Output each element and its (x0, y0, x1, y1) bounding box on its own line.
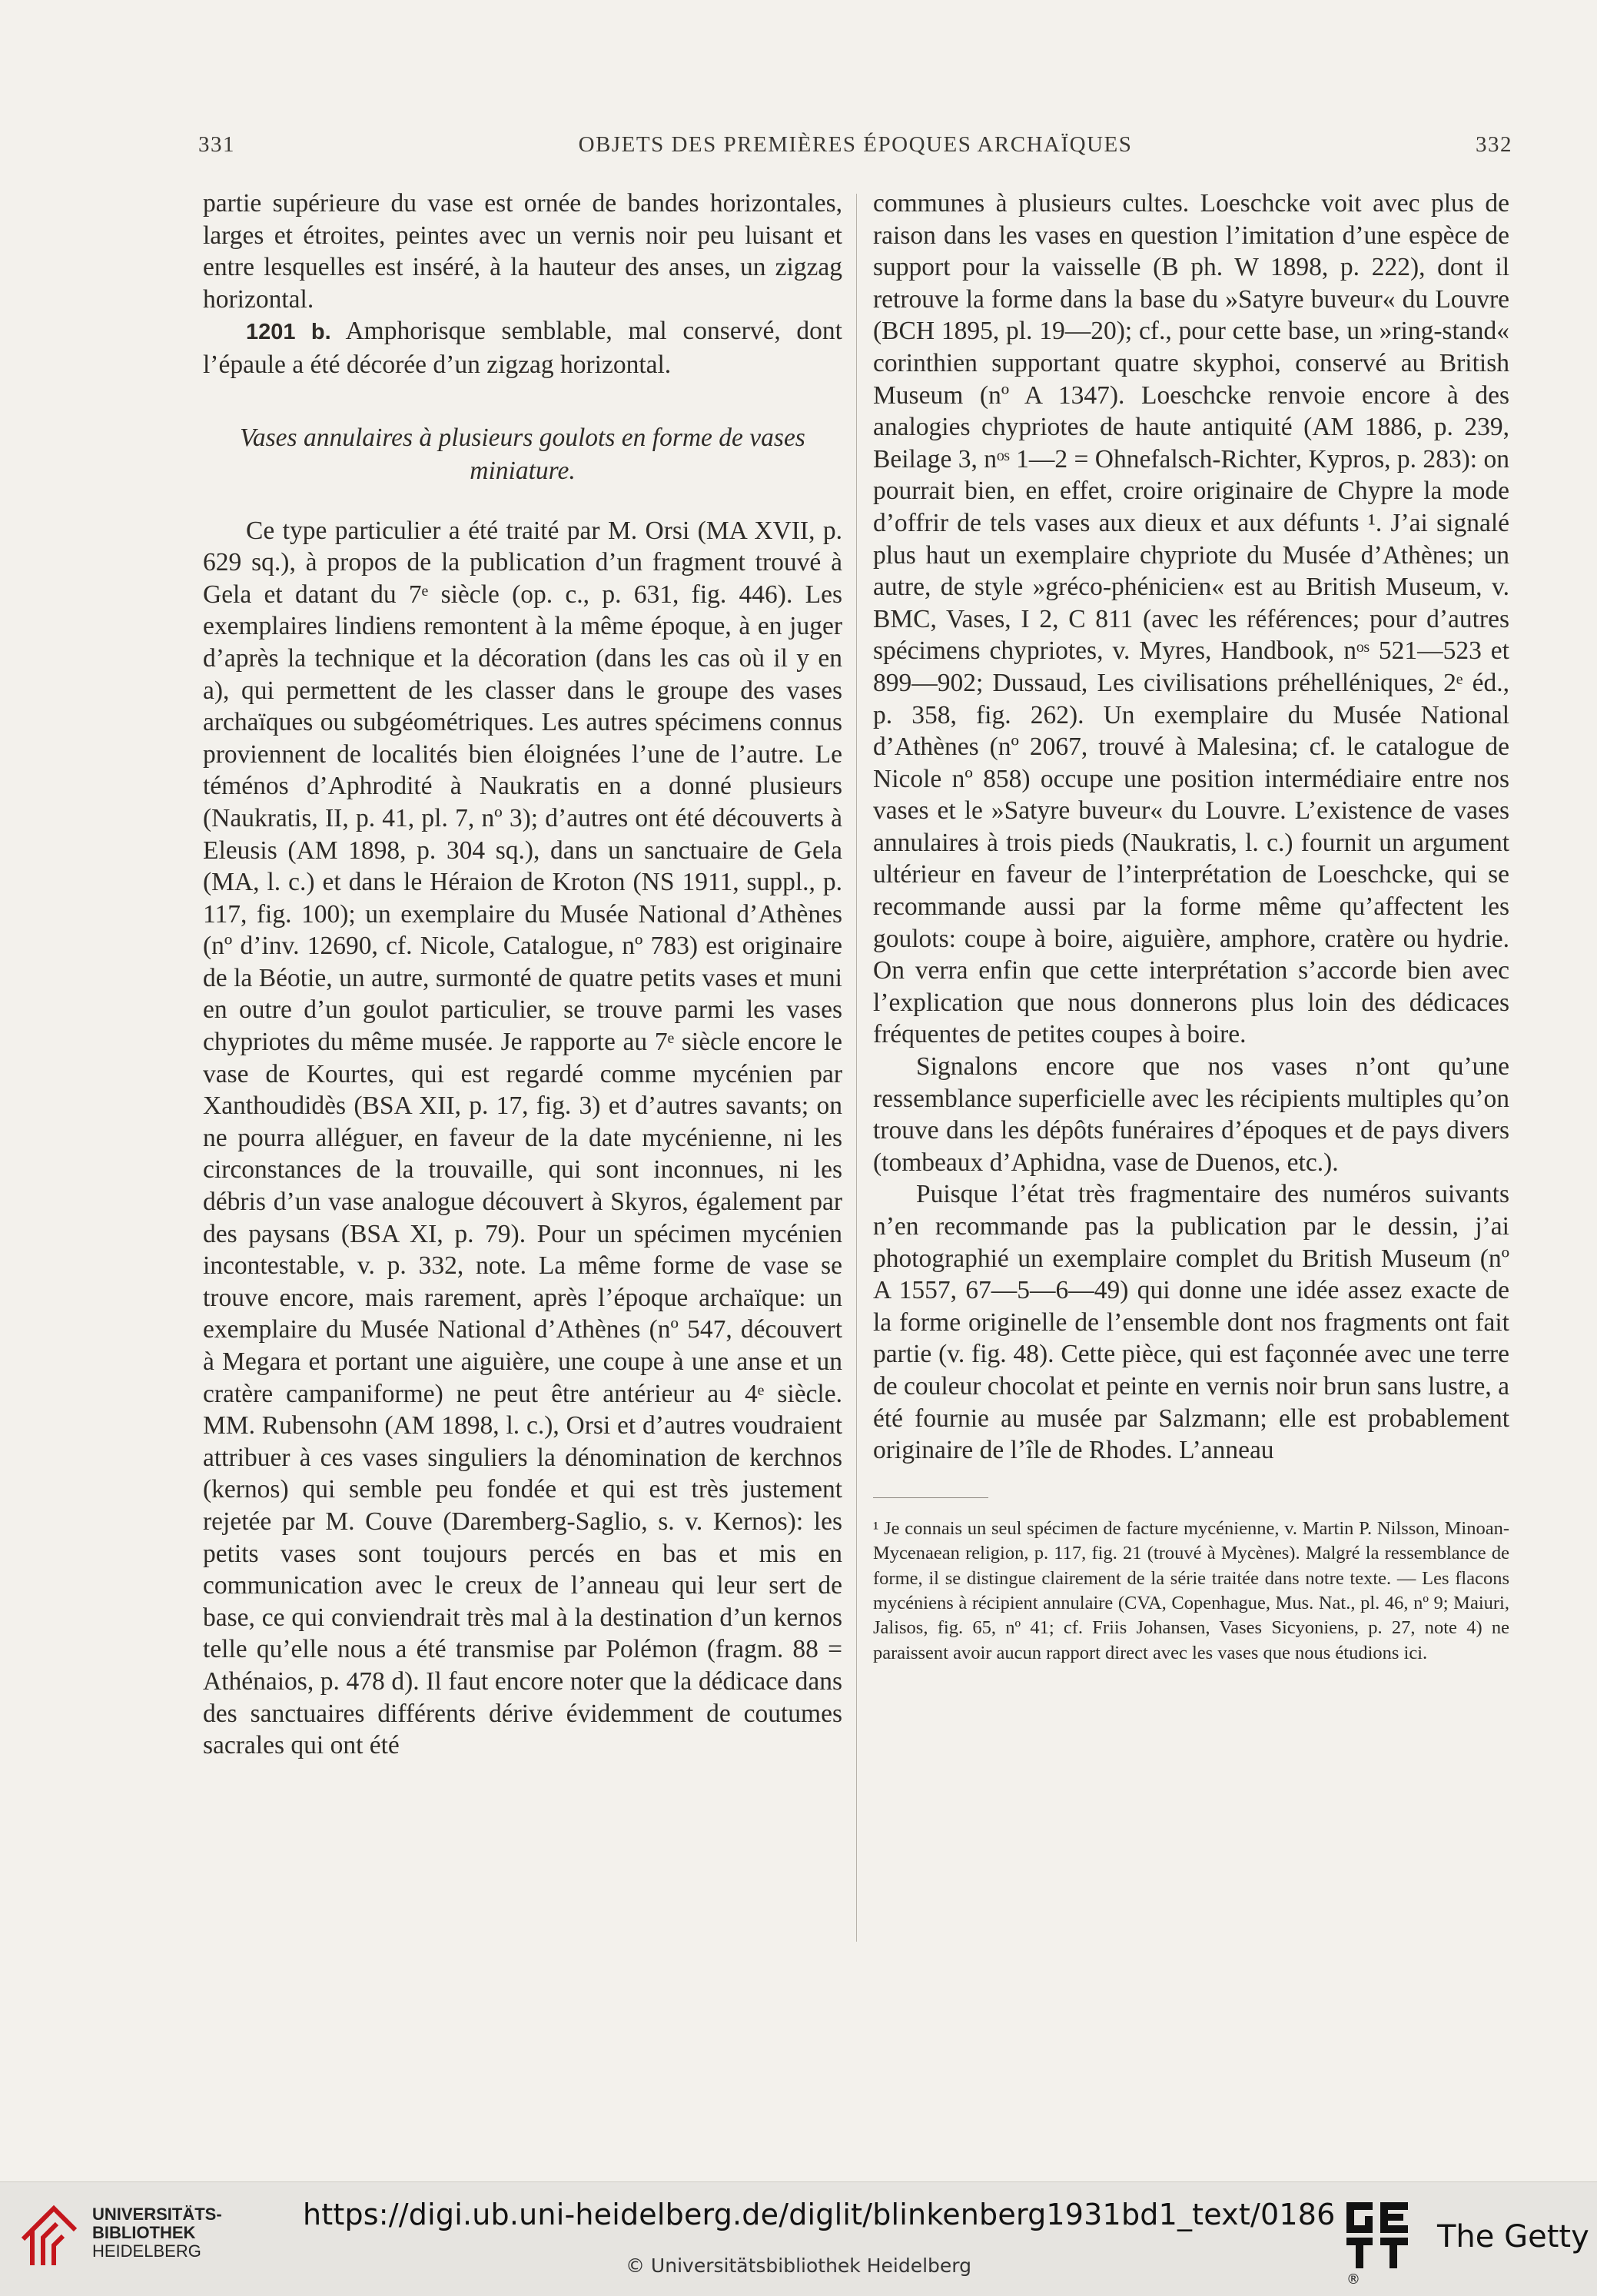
paragraph-vase-decoration: partie supérieure du vase est ornée de bandes horizontales, larges et étroites, peintes avec un vernis noir peu luisant et entre lesquelles est inséré, à la hauteur des anses, un zigzag horizontal. (203, 189, 842, 314)
paragraph-puisque: Puisque l’état très fragmentaire des numéros suivants n’en recommande pas la publication par le dessin, j’ai photographié un exemplaire complet du British Museum (nº A 1557, 67—5—6—49) qui donne une idée assez exacte de la forme originelle de l’ensemble dont nos fragments ont fait partie (v. fig. 48). Cette pièce, qui est façonnée avec une terre de couleur chocolat et peinte en vernis noir brun sans lustre, a été fournie au musée par Salzmann; elle est probablement originaire de l’île de Rhodes. L’anneau (873, 1180, 1509, 1465)
running-title: OBJETS DES PREMIÈRES ÉPOQUES ARCHAÏQUES (578, 132, 1133, 157)
column-divider (856, 194, 857, 1942)
entry-1201b (203, 315, 842, 380)
page-number-left: 331 (198, 132, 235, 157)
getty-logo-icon (1346, 2202, 1408, 2268)
uni-name-line-1: UNIVERSITÄTS- (92, 2205, 222, 2224)
paragraph-vases-annulaires: Ce type particulier a été traité par M. Orsi (MA XVII, p. 629 sq.), à propos de la publication d’un fragment trouvé à Gela et datant du 7ᵉ siècle (op. c., p. 631, fig. 446). Les exemplaires lindiens remontent à la même époque, à en juger d’après la technique et la décoration (dans les cas où il y en a), qui permettent de les classer dans le groupe des vases archaïques ou subgéométriques. Les autres spécimens connus proviennent de localités bien éloignées l’une de l’autre. Le téménos d’Aphrodité à Naukratis en a donné plusieurs (Naukratis, II, p. 41, pl. 7, nº 3); d’autres ont été découverts à Eleusis (AM 1898, p. 304 sq.), dans un sanctuaire de Gela (MA, l. c.) et dans le Héraion de Kroton (NS 1911, suppl., p. 117, fig. 100); un exemplaire du Musée National d’Athènes (nº d’inv. 12690, cf. Nicole, Catalogue, nº 783) est originaire de la Béotie, un autre, surmonté de quatre petits vases et muni en outre d’un goulot particulier, se trouve parmi les vases chypriotes du même musée. Je rapporte au 7ᵉ siècle encore le vase de Kourtes, qui est regardé comme mycénien par Xanthoudidès (BSA XII, p. 17, fig. 3) et d’autres savants; on ne pourra alléguer, en faveur de la date mycénienne, ni les circonstances de la trouvaille, qui sont inconnues, ni les débris d’un vase analogue découvert à Skyros, également par des paysans (BSA XI, p. 79). Pour un spécimen mycénien incontestable, v. p. 332, note. La même forme de vase se trouve encore, mais rarement, après l’époque archaïque: un exemplaire du Musée National d’Athènes (nº 547, découvert à Megara et portant une aiguière, une coupe à une anse et un cratère campaniforme) ne peut être antérieur au 4ᵉ siècle. MM. Rubensohn (AM 1898, l. c.), Orsi et d’autres voudraient attribuer à ces vases singuliers la dénomination de kerchnos (kernos) qui semble peu fondée et qui est très justement rejetée par M. Couve (Daremberg-Saglio, s. v. Kernos): les petits vases sont toujours percés en bas et mis en communication avec le creux de l’anneau qui leur sert de base, ce qui conviendrait très mal à la destination d’un kernos telle qu’elle nous a été transmise par Polémon (fragm. 88 = Athénaios, p. 478 d). Il faut encore noter que la dédicace dans des sanctuaires différents dérive évidemment de coutumes sacrales qui ont été (203, 516, 842, 1760)
entry-text: Amphorisque semblable, mal conservé, dont l’épaule a été décorée d’un zigzag horizontal. (203, 317, 842, 379)
section-heading: Vases annulaires à plusieurs goulots en forme de vases miniature. (240, 423, 805, 485)
uni-name-line-2: BIBLIOTHEK (92, 2223, 196, 2242)
permalink-url[interactable]: https://digi.ub.uni-heidelberg.de/diglit/blinkenberg1931bd1_text/0186 (303, 2198, 1336, 2231)
page-number-right: 332 (1476, 132, 1512, 157)
university-library-name (92, 2205, 222, 2261)
footnote: ¹ Je connais un seul spécimen de facture mycénienne, v. Martin P. Nilsson, Minoan-Mycenaean religion, p. 117, fig. 21 (trouvé à Mycènes). Malgré la ressemblance de forme, il se distingue clairement de la série traitée dans notre texte. — Les flacons mycéniens à récipient annulaire (CVA, Copenhague, Mus. Nat., pl. 46, nº 9; Maiuri, Jalisos, fig. 65, nº 41; cf. Friis Johansen, Vases Sicyoniens, p. 27, note 4) ne paraissent avoir aucun rapport direct avec les vases que nous étudions ici. (873, 1517, 1509, 1663)
uni-name-line-3: HEIDELBERG (92, 2241, 201, 2261)
copyright-notice: © Universitätsbibliothek Heidelberg (625, 2254, 971, 2277)
viewer-footer-bar (0, 2181, 1597, 2296)
registered-mark: ® (1346, 2271, 1360, 2288)
footnote-rule (873, 1497, 988, 1498)
entry-number: 1201 b. (246, 320, 331, 345)
right-column (873, 188, 1509, 1666)
paragraph-loeschcke: communes à plusieurs cultes. Loeschcke voit avec plus de raison dans les vases en question l’imitation d’une espèce de support pour la vaisselle (B ph. W 1898, p. 222), dont il retrouve la forme dans la base du »Satyre buveur« du Louvre (BCH 1895, pl. 19—20); cf., pour cette base, un »ring-stand« corinthien supportant quatre skyphoi, conservé au British Museum (nº A 1347). Loeschcke renvoie encore à des analogies chypriotes de haute antiquité (AM 1886, p. 239, Beilage 3, nᵒˢ 1—2 = Ohnefalsch-Richter, Kypros, p. 283): on pourrait bien, en effet, croire originaire de Chypre la mode d’offrir de tels vases aux dieux et aux défunts ¹. J’ai signalé plus haut un exemplaire chypriote du Musée d’Athènes; un autre, de style »gréco-phénicien« est au British Museum, v. BMC, Vases, I 2, C 811 (avec les références; pour d’autres spécimens chypriotes, v. Myres, Handbook, nᵒˢ 521—523 et 899—902; Dussaud, Les civilisations préhelléniques, 2ᵉ éd., p. 358, fig. 262). Un exemplaire du Musée National d’Athènes (nº 2067, trouvé à Malesina; cf. le catalogue de Nicole nº 858) occupe une position intermédiaire entre nos vases et le »Satyre buveur« du Louvre. L’existence de vases annulaires à trois pieds (Naukratis, l. c.) fournit un argument ultérieur en faveur de l’interprétation de Loeschcke, qui se recommande aussi par la forme même qu’affectent les goulots: coupe à boire, aiguière, amphore, cratère ou hydrie. On verra enfin que cette interprétation s’accorde bien avec l’explication que nous donnerons plus loin des dédicaces fréquentes de petites coupes à boire. (873, 189, 1509, 1049)
left-column (203, 188, 842, 1762)
getty-name: The Getty (1437, 2219, 1589, 2254)
paragraph-signalons: Signalons encore que nos vases n’ont qu’une ressemblance superficielle avec les récipients multiples qu’on trouve dans les dépôts funéraires d’époques et de pays divers (tombeaux d’Aphidna, vase de Duenos, etc.). (873, 1052, 1509, 1177)
running-head (198, 132, 1512, 163)
